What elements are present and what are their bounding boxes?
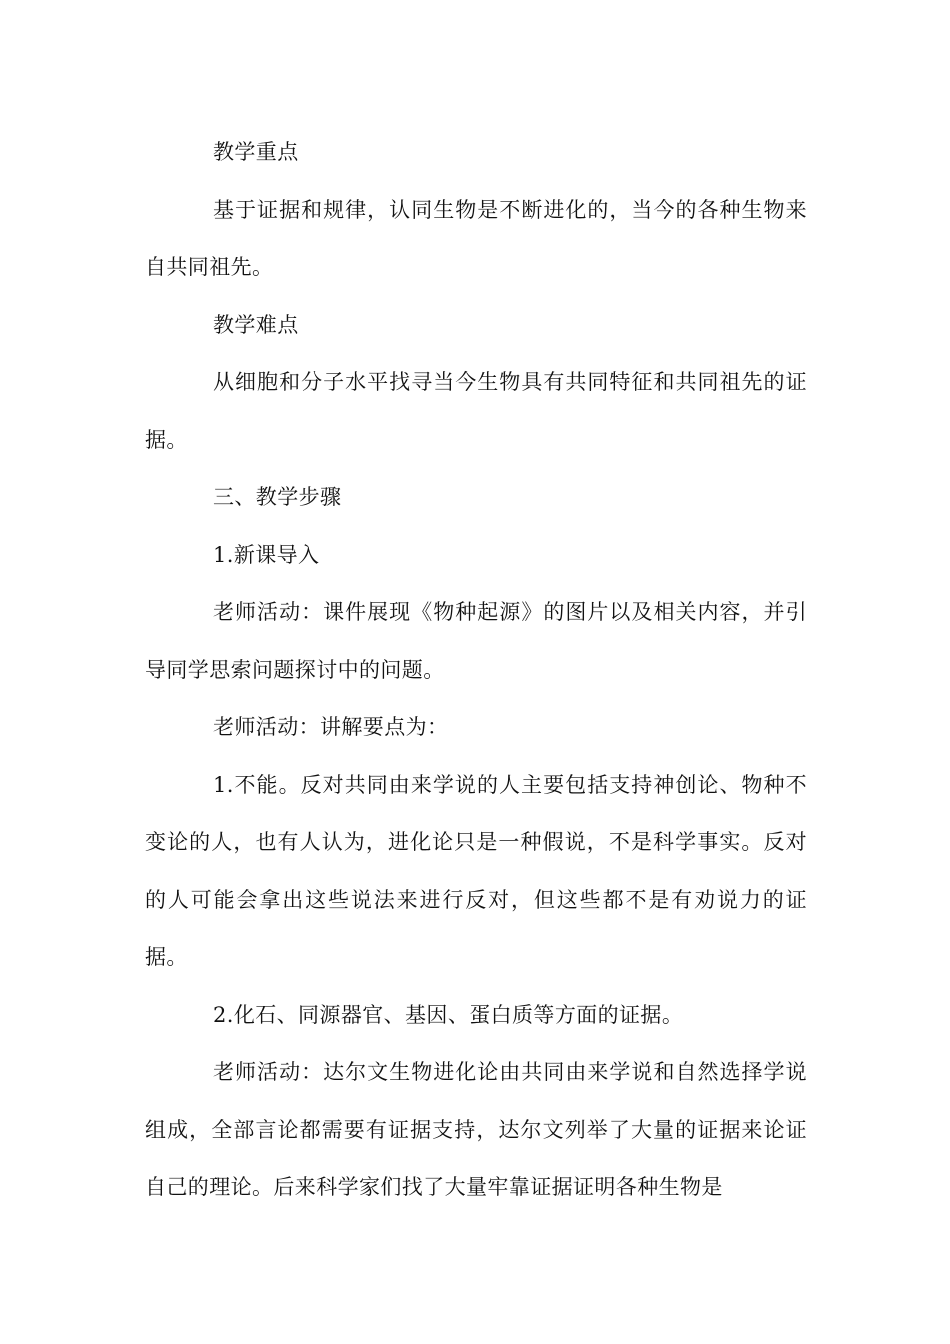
para-difficulty-content: 从细胞和分子水平找寻当今生物具有共同特征和共同祖先的证据。 [145, 370, 807, 452]
heading-teaching-focus: 教学重点 [213, 140, 299, 164]
para-teacher-activity-1: 老师活动：课件展现《物种起源》的图片以及相关内容，并引导同学思索问题探讨中的问题。 [145, 600, 807, 682]
heading-teaching-difficulty: 教学难点 [213, 312, 299, 337]
para-focus-content: 基于证据和规律，认同生物是不断进化的，当今的各种生物来自共同祖先。 [145, 197, 807, 279]
para-point-2: 2.化石、同源器官、基因、蛋白质等方面的证据。 [213, 1002, 684, 1027]
document-body [145, 124, 807, 1217]
para-teacher-activity-3: 老师活动：达尔文生物进化论由共同由来学说和自然选择学说组成，全部言论都需要有证据支持，达尔文列举了大量的证据来论证自己的理论。后来科学家们找了大量牢靠证据证明各种生物是 [145, 1060, 807, 1199]
para-point-1: 1.不能。反对共同由来学说的人主要包括支持神创论、物种不变论的人，也有人认为，进化论只是一种假说，不是科学事实。反对的人可能会拿出这些说法来进行反对，但这些都不是有劝说力的证据。 [145, 772, 807, 969]
heading-teaching-steps: 三、教学步骤 [213, 485, 342, 509]
para-teacher-activity-2: 老师活动：讲解要点为： [213, 715, 449, 739]
heading-new-lesson-intro: 1.新课导入 [213, 542, 320, 567]
